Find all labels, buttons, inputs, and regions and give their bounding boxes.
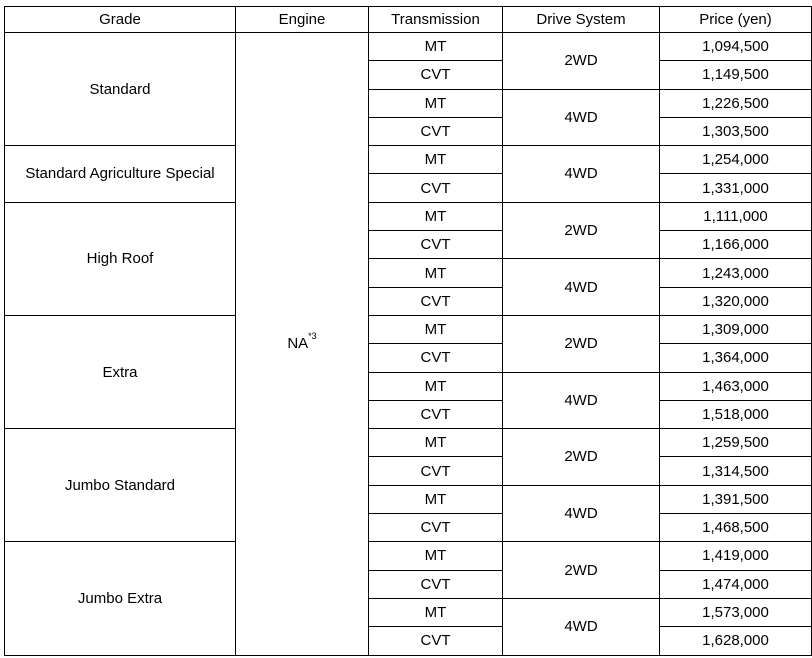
transmission-cell: MT <box>369 89 503 117</box>
price-cell: 1,468,500 <box>660 514 812 542</box>
drive-system-cell: 4WD <box>503 485 660 542</box>
drive-system-cell: 2WD <box>503 202 660 259</box>
table-row <box>5 33 812 61</box>
grade-cell: High Roof <box>5 202 236 315</box>
grade-cell: Jumbo Standard <box>5 429 236 542</box>
grade-cell: Standard Agriculture Special <box>5 146 236 203</box>
table-row <box>5 202 812 230</box>
engine-label: NA <box>287 335 309 353</box>
grade-cell: Standard <box>5 33 236 146</box>
transmission-cell: MT <box>369 429 503 457</box>
price-cell: 1,331,000 <box>660 174 812 202</box>
drive-system-cell: 4WD <box>503 598 660 655</box>
transmission-cell: MT <box>369 598 503 626</box>
price-cell: 1,254,000 <box>660 146 812 174</box>
transmission-cell: MT <box>369 542 503 570</box>
drive-system-cell: 2WD <box>503 542 660 599</box>
transmission-cell: CVT <box>369 174 503 202</box>
price-cell: 1,303,500 <box>660 117 812 145</box>
engine-cell <box>236 33 369 656</box>
price-cell: 1,320,000 <box>660 287 812 315</box>
table-row <box>5 146 812 174</box>
price-cell: 1,628,000 <box>660 627 812 655</box>
price-cell: 1,111,000 <box>660 202 812 230</box>
price-cell: 1,474,000 <box>660 570 812 598</box>
header-drive-system: Drive System <box>503 7 660 33</box>
header-engine: Engine <box>236 7 369 33</box>
price-cell: 1,573,000 <box>660 598 812 626</box>
drive-system-cell: 4WD <box>503 259 660 316</box>
transmission-cell: CVT <box>369 457 503 485</box>
transmission-cell: MT <box>369 485 503 513</box>
transmission-cell: CVT <box>369 61 503 89</box>
price-cell: 1,364,000 <box>660 344 812 372</box>
price-cell: 1,094,500 <box>660 33 812 61</box>
transmission-cell: MT <box>369 315 503 343</box>
transmission-cell: MT <box>369 33 503 61</box>
transmission-cell: MT <box>369 146 503 174</box>
engine-footnote: *3 <box>308 331 317 342</box>
header-price: Price (yen) <box>660 7 812 33</box>
drive-system-cell: 4WD <box>503 372 660 429</box>
price-cell: 1,243,000 <box>660 259 812 287</box>
transmission-cell: CVT <box>369 117 503 145</box>
price-cell: 1,259,500 <box>660 429 812 457</box>
price-cell: 1,314,500 <box>660 457 812 485</box>
price-table <box>4 6 812 656</box>
price-cell: 1,309,000 <box>660 315 812 343</box>
price-cell: 1,463,000 <box>660 372 812 400</box>
transmission-cell: CVT <box>369 627 503 655</box>
grade-cell: Jumbo Extra <box>5 542 236 655</box>
transmission-cell: CVT <box>369 287 503 315</box>
drive-system-cell: 2WD <box>503 33 660 90</box>
header-transmission: Transmission <box>369 7 503 33</box>
transmission-cell: CVT <box>369 231 503 259</box>
table-row <box>5 429 812 457</box>
drive-system-cell: 2WD <box>503 429 660 486</box>
transmission-cell: CVT <box>369 514 503 542</box>
drive-system-cell: 4WD <box>503 146 660 203</box>
price-cell: 1,149,500 <box>660 61 812 89</box>
table-row <box>5 315 812 343</box>
header-grade: Grade <box>5 7 236 33</box>
transmission-cell: MT <box>369 202 503 230</box>
transmission-cell: CVT <box>369 344 503 372</box>
price-cell: 1,518,000 <box>660 400 812 428</box>
drive-system-cell: 2WD <box>503 315 660 372</box>
header-row <box>5 7 812 33</box>
drive-system-cell: 4WD <box>503 89 660 146</box>
price-cell: 1,166,000 <box>660 231 812 259</box>
grade-cell: Extra <box>5 315 236 428</box>
price-cell: 1,391,500 <box>660 485 812 513</box>
price-cell: 1,226,500 <box>660 89 812 117</box>
transmission-cell: CVT <box>369 570 503 598</box>
table-body <box>5 33 812 656</box>
table-row <box>5 542 812 570</box>
price-cell: 1,419,000 <box>660 542 812 570</box>
transmission-cell: MT <box>369 372 503 400</box>
transmission-cell: MT <box>369 259 503 287</box>
transmission-cell: CVT <box>369 400 503 428</box>
